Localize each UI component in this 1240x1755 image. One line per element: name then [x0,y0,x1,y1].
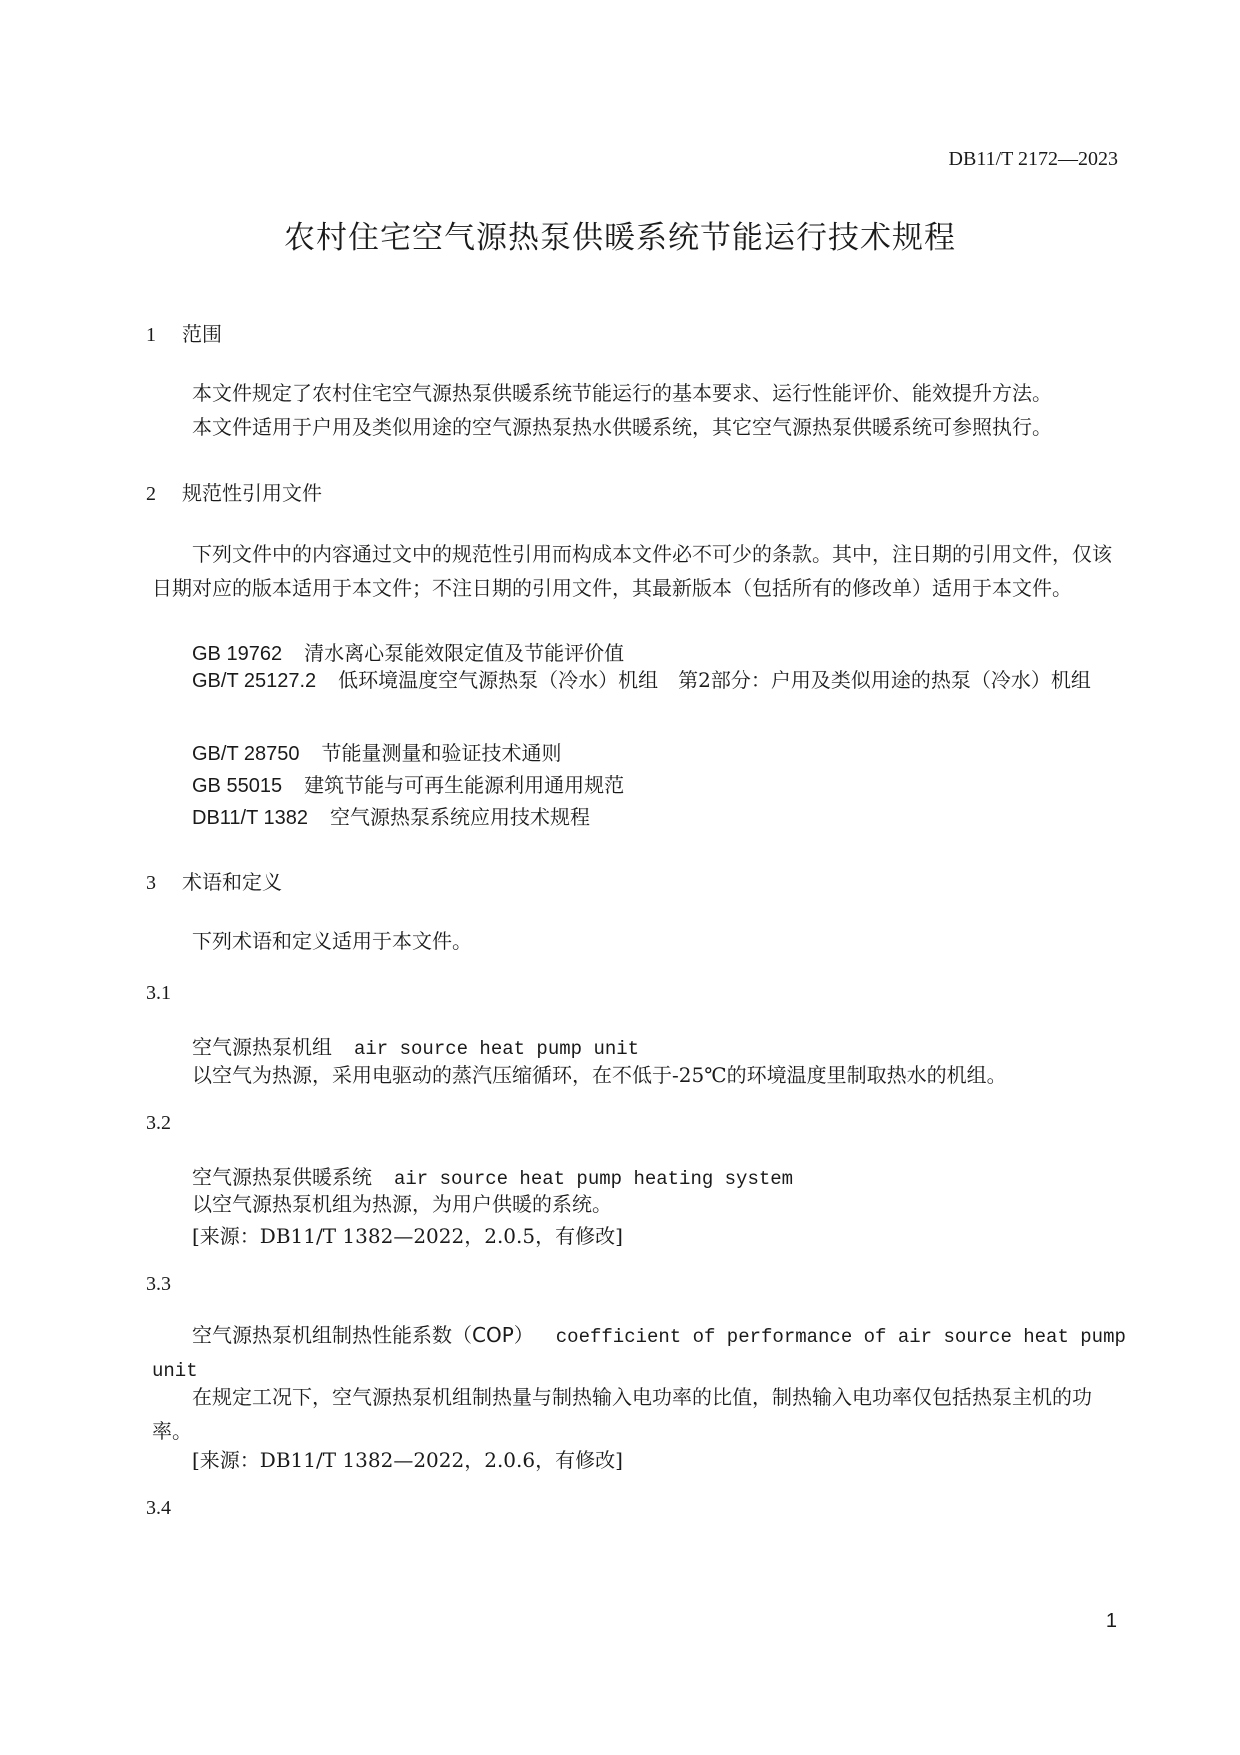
section-title: 规范性引用文件 [182,481,322,505]
reference-code: DB11/T 1382 [192,807,309,829]
term-definition: 以空气源热泵机组为热源，为用户供暖的系统。 [192,1192,612,1216]
term-entry [192,1031,639,1060]
reference-title: 建筑节能与可再生能源利用通用规范 [304,773,625,797]
section-3-heading [146,866,282,895]
reference-item [192,737,561,766]
term-chinese: 空气源热泵机组制热性能系数（COP） [192,1323,534,1347]
clause-number: 3.2 [146,1112,171,1134]
reference-code: GB 19762 [192,643,283,665]
section-number: 2 [146,483,156,505]
term-english: air source heat pump unit [354,1038,640,1060]
reference-item [152,663,1127,698]
reference-code: GB/T 25127.2 [192,670,317,692]
section-number: 3 [146,872,156,894]
term-english: coefficient of performance of air source heat pump unit [152,1326,1126,1382]
term-english: air source heat pump heating system [394,1168,794,1190]
document-title: 农村住宅空气源热泵供暖系统节能运行技术规程 [284,220,956,256]
section-title: 术语和定义 [182,870,282,894]
reference-code: GB/T 28750 [192,743,300,765]
reference-item [192,637,624,666]
reference-title: 清水离心泵能效限定值及节能评价值 [304,641,625,665]
reference-title: 低环境温度空气源热泵（冷水）机组 第2部分：户用及类似用途的热泵（冷水）机组 [338,668,1091,692]
clause-number: 3.3 [146,1273,171,1295]
clause-number: 3.1 [146,982,171,1004]
reference-title: 节能量测量和验证技术通则 [321,741,562,765]
term-source: [来源：DB11/T 1382—2022，2.0.6，有修改] [192,1448,623,1472]
section-3-intro: 下列术语和定义适用于本文件。 [192,929,472,953]
term-entry [152,1319,1127,1387]
term-definition: 在规定工况下，空气源热泵机组制热量与制热输入电功率的比值，制热输入电功率仅包括热泵主机的功率。 [152,1385,1092,1443]
page-number: 1 [1105,1610,1117,1632]
section-title: 范围 [182,322,222,346]
clause-number: 3.4 [146,1497,171,1519]
section-2-heading [146,477,322,506]
term-source: [来源：DB11/T 1382—2022，2.0.5，有修改] [192,1224,623,1248]
section-1-heading [146,318,222,347]
term-chinese: 空气源热泵供暖系统 [192,1165,372,1189]
section-1-paragraph-1: 本文件规定了农村住宅空气源热泵供暖系统节能运行的基本要求、运行性能评价、能效提升方法。 [192,381,1052,405]
term-chinese: 空气源热泵机组 [192,1035,332,1059]
reference-item [192,801,590,830]
term-entry [192,1161,793,1190]
section-2-intro: 下列文件中的内容通过文中的规范性引用而构成本文件必不可少的条款。其中，注日期的引用文件，仅该日期对应的版本适用于本文件；不注日期的引用文件，其最新版本（包括所有的修改单）适用于本文件。 [152,542,1112,600]
reference-item [192,769,624,798]
term-definition: 以空气为热源，采用电驱动的蒸汽压缩循环，在不低于-25℃的环境温度里制取热水的机组。 [192,1063,1007,1087]
section-1-paragraph-2: 本文件适用于户用及类似用途的空气源热泵热水供暖系统，其它空气源热泵供暖系统可参照执行。 [192,415,1052,439]
section-number: 1 [146,324,156,346]
document-number: DB11/T 2172—2023 [948,148,1118,170]
reference-code: GB 55015 [192,775,283,797]
reference-title: 空气源热泵系统应用技术规程 [330,805,591,829]
